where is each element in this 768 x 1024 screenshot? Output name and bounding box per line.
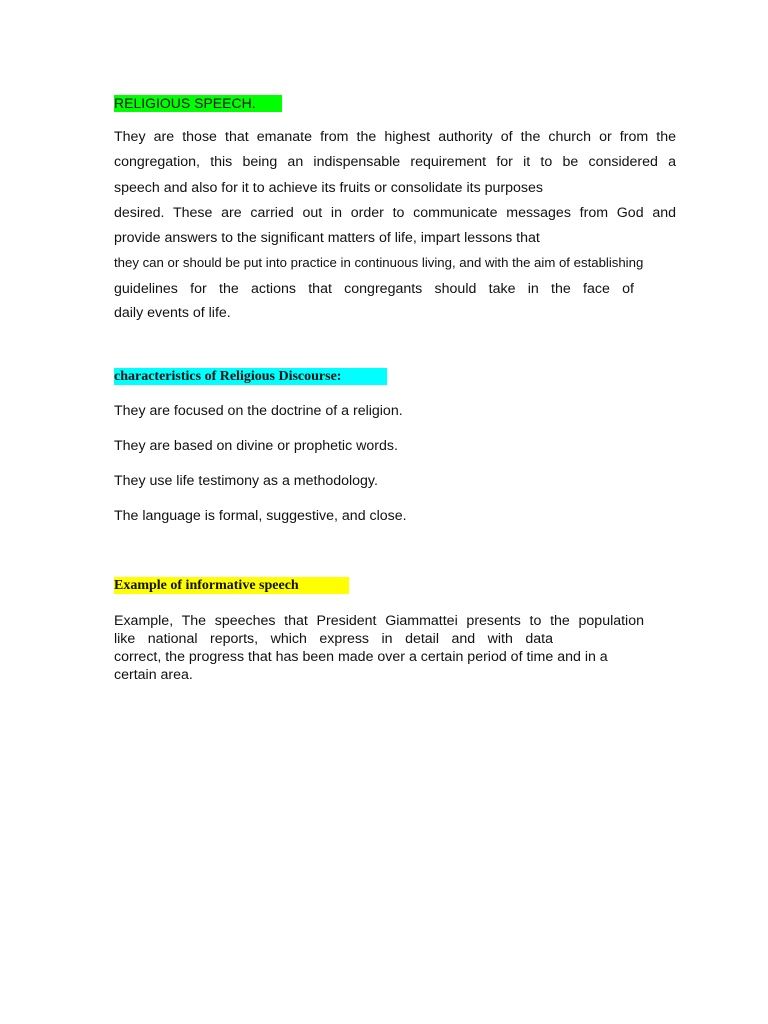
example-line: Example, The speeches that President Giammattei presents to the population (114, 613, 644, 629)
paragraph-line: congregation, this being an indispensable requirement for it to be considered a (114, 154, 676, 170)
characteristic-item: They use life testimony as a methodology. (114, 473, 378, 489)
paragraph-line: guidelines for the actions that congregants should take in the face of (114, 281, 634, 297)
characteristic-item: They are based on divine or prophetic words. (114, 438, 398, 454)
characteristic-item: The language is formal, suggestive, and close. (114, 508, 407, 524)
paragraph-line: speech and also for it to achieve its fruits or consolidate its purposes (114, 180, 544, 196)
characteristics-heading: characteristics of Religious Discourse: (114, 368, 387, 385)
paragraph-line: they can or should be put into practice in continuous living, and with the aim of establishing (114, 255, 644, 270)
example-line: correct, the progress that has been made over a certain period of time and in a (114, 649, 608, 665)
example-line: certain area. (114, 667, 193, 683)
paragraph-line: They are those that emanate from the highest authority of the church or from the (114, 129, 676, 145)
example-heading: Example of informative speech (114, 577, 349, 594)
paragraph-line: daily events of life. (114, 305, 231, 321)
example-line: like national reports, which express in detail and with data (114, 631, 553, 647)
characteristic-item: They are focused on the doctrine of a religion. (114, 403, 403, 419)
paragraph-line: desired. These are carried out in order to communicate messages from God and (114, 205, 676, 221)
paragraph-line: provide answers to the significant matters of life, impart lessons that (114, 230, 540, 246)
religious-speech-heading: RELIGIOUS SPEECH. (114, 95, 282, 112)
